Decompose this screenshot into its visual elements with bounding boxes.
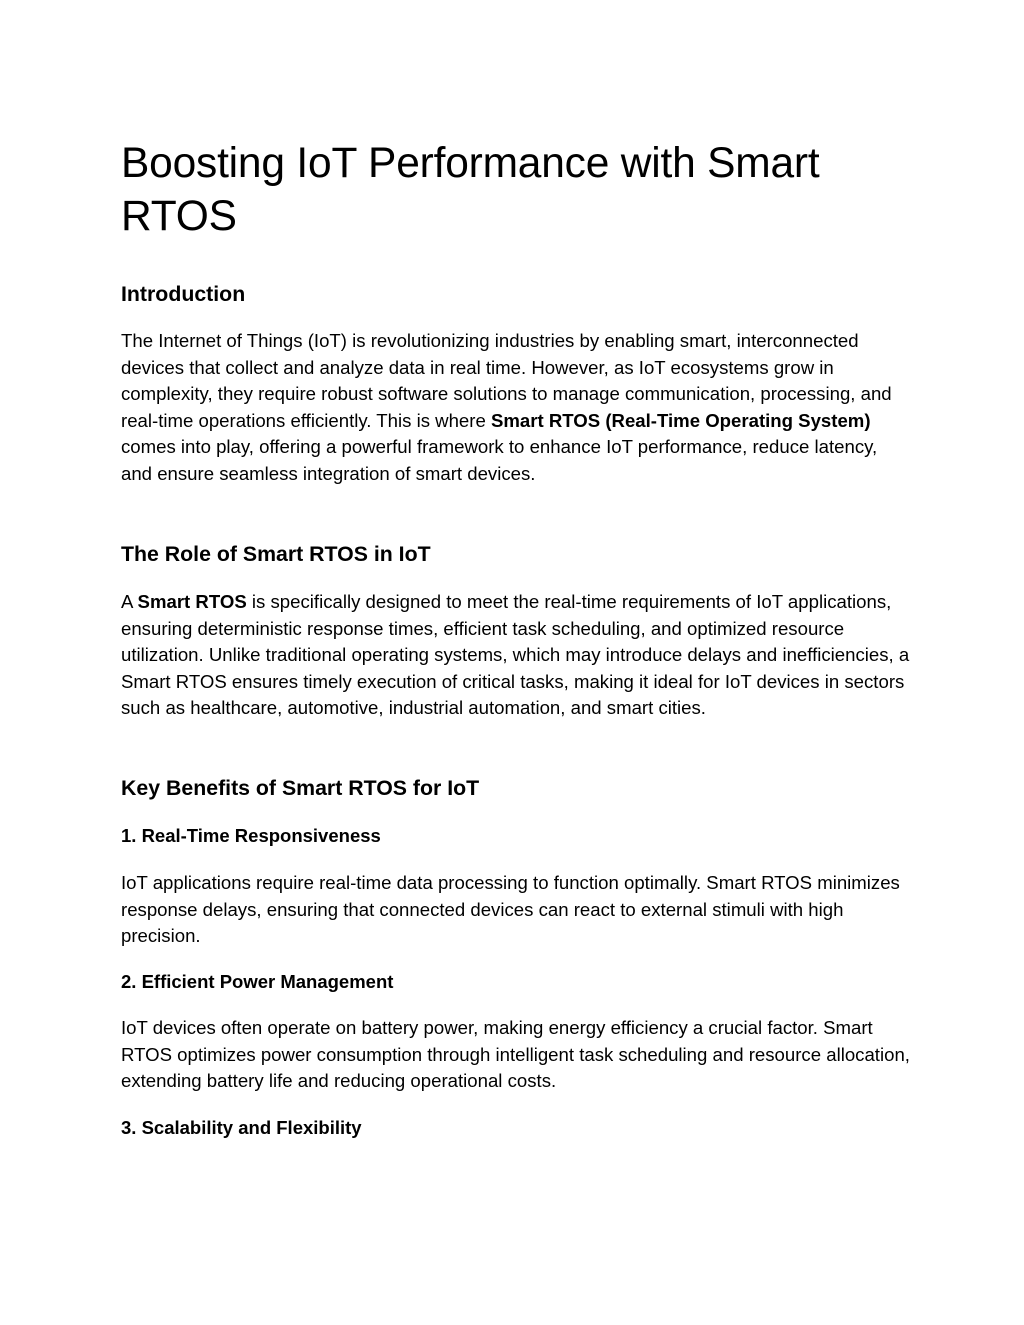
role-heading: The Role of Smart RTOS in IoT bbox=[121, 542, 431, 566]
benefit-2-text: IoT devices often operate on battery power, making energy efficiency a crucial factor. Smart RTOS optimizes power consumption through intelligent task scheduling and resource allocation, extending battery life and reducing operational costs. bbox=[121, 1017, 910, 1092]
role-bold-term: Smart RTOS bbox=[137, 591, 247, 612]
introduction-text-start: The Internet of Things (IoT) is revolutionizing industries by enabling smart, interconnected devices that collect and analyze data in real time. However, as IoT ecosystems grow in complexity, they require robust software solutions to manage communication, processing, and real-time operations efficiently. This is where bbox=[121, 330, 892, 431]
introduction-paragraph bbox=[121, 328, 911, 488]
role-text-end: is specifically designed to meet the real-time requirements of IoT applications, ensuring deterministic response times, efficient task scheduling, and optimized resource utilization. Unlike traditional operating systems, which may introduce delays and inefficiencies, a Smart RTOS ensures timely execution of critical tasks, making it ideal for IoT devices in sectors such as healthcare, automotive, industrial automation, and smart cities. bbox=[121, 591, 910, 719]
benefit-2-heading: 2. Efficient Power Management bbox=[121, 971, 394, 992]
introduction-text-end: comes into play, offering a powerful framework to enhance IoT performance, reduce latency, and ensure seamless integration of smart devices. bbox=[121, 436, 878, 484]
role-paragraph bbox=[121, 589, 911, 722]
role-text-start: A bbox=[121, 591, 138, 612]
benefit-3-heading: 3. Scalability and Flexibility bbox=[121, 1117, 362, 1138]
benefits-heading: Key Benefits of Smart RTOS for IoT bbox=[121, 776, 480, 800]
introduction-bold-term: Smart RTOS (Real-Time Operating System) bbox=[490, 409, 871, 431]
document-title: Boosting IoT Performance with Smart RTOS bbox=[121, 140, 820, 240]
benefit-1-heading: 1. Real-Time Responsiveness bbox=[121, 825, 381, 846]
benefit-1-text: IoT applications require real-time data processing to function optimally. Smart RTOS minimizes response delays, ensuring that connected devices can react to external stimuli with high precision. bbox=[121, 872, 900, 947]
introduction-heading: Introduction bbox=[121, 282, 246, 306]
